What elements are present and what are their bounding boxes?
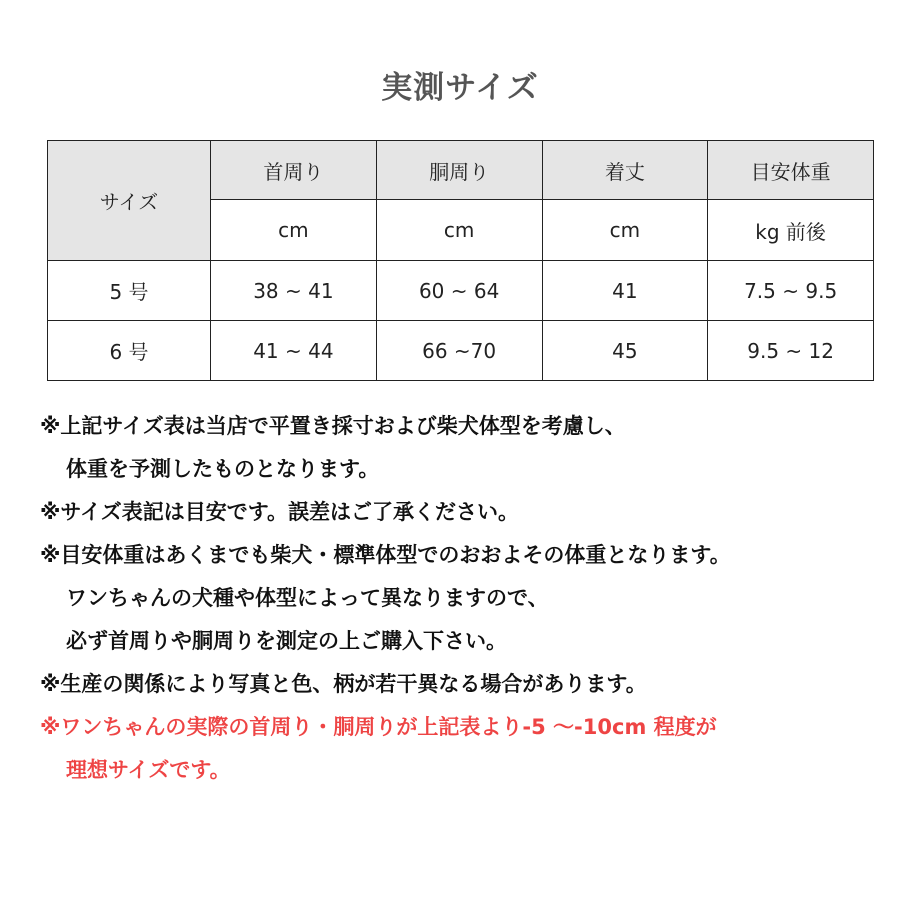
unit-cell-length: cm xyxy=(542,200,708,261)
size-cell: 5 号 xyxy=(48,261,211,321)
note-line: ※生産の関係により写真と色、柄が若干異なる場合があります。 xyxy=(40,672,647,696)
column-header-neck: 首周り xyxy=(211,141,377,200)
warning-note-line: 理想サイズです。 xyxy=(66,758,231,782)
neck-cell: 41 ~ 44 xyxy=(211,321,377,381)
neck-cell: 38 ~ 41 xyxy=(211,261,377,321)
waist-cell: 66 ~70 xyxy=(376,321,542,381)
unit-cell-waist: cm xyxy=(376,200,542,261)
weight-cell: 9.5 ~ 12 xyxy=(708,321,874,381)
table-header-row xyxy=(48,141,874,200)
length-cell: 45 xyxy=(542,321,708,381)
warning-note-line: ※ワンちゃんの実際の首周り・胴周りが上記表より-5 ～-10cm 程度が xyxy=(40,715,717,739)
size-header-cell: サイズ xyxy=(48,141,211,261)
table-row xyxy=(48,321,874,381)
note-line: 体重を予測したものとなります。 xyxy=(66,457,380,481)
column-header-weight: 目安体重 xyxy=(708,141,874,200)
column-header-length: 着丈 xyxy=(542,141,708,200)
note-line: ワンちゃんの犬種や体型によって異なりますので、 xyxy=(66,586,549,610)
note-line: ※上記サイズ表は当店で平置き採寸および柴犬体型を考慮し、 xyxy=(40,414,626,438)
length-cell: 41 xyxy=(542,261,708,321)
table-row xyxy=(48,261,874,321)
note-line: 必ず首周りや胴周りを測定の上ご購入下さい。 xyxy=(66,629,507,653)
waist-cell: 60 ~ 64 xyxy=(376,261,542,321)
size-table xyxy=(47,140,874,381)
note-line: ※サイズ表記は目安です。誤差はご了承ください。 xyxy=(40,500,520,524)
unit-cell-weight: kg 前後 xyxy=(708,200,874,261)
note-line: ※目安体重はあくまでも柴犬・標準体型でのおおよその体重となります。 xyxy=(40,543,731,567)
size-cell: 6 号 xyxy=(48,321,211,381)
weight-cell: 7.5 ~ 9.5 xyxy=(708,261,874,321)
column-header-waist: 胴周り xyxy=(376,141,542,200)
unit-cell-neck: cm xyxy=(211,200,377,261)
page-title: 実測サイズ xyxy=(381,70,539,106)
notes-section xyxy=(40,405,890,792)
